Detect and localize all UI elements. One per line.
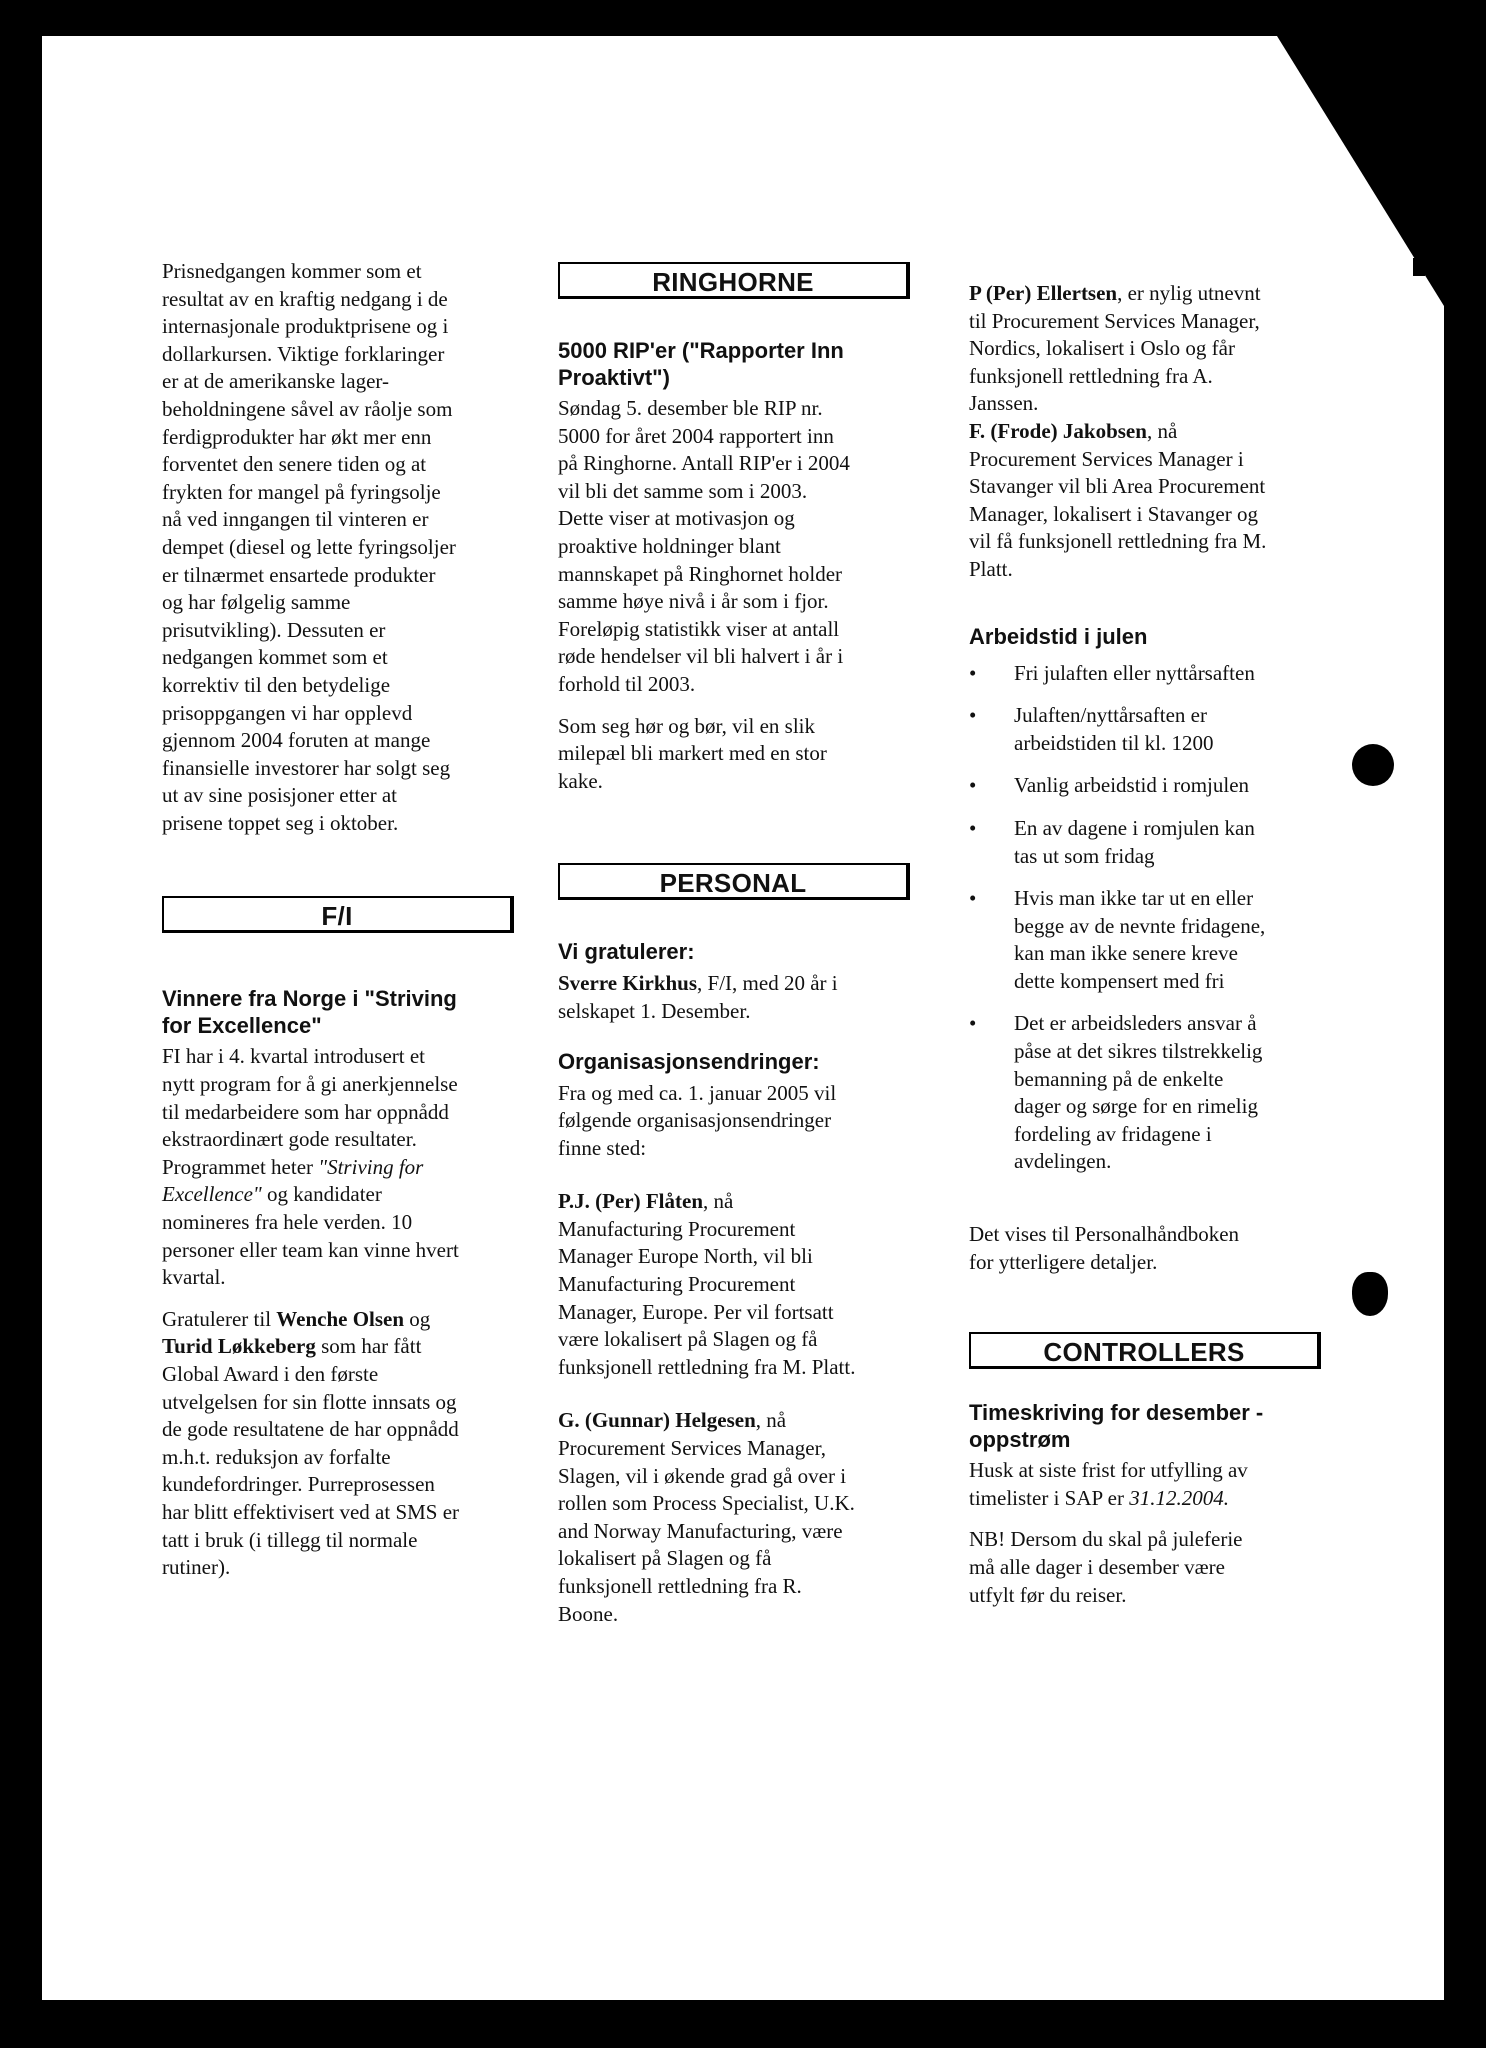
fi-paragraph-award: Gratulerer til Wenche Olsen og Turid Løkkeberg som har fått Global Award i den første utvelgelsen for sin flotte innsats og de gode resultatene de har oppnådd m.h.t. reduksjon av forfalte kundefordringer. Purreprosessen har blitt effektivisert ved at SMS er tatt i bruk (i tillegg til normale rutiner). (162, 1306, 460, 1580)
text-line: ferdigprodukter har økt mer enn (162, 424, 432, 449)
text-line: Procurement Services Manager, (558, 1436, 826, 1461)
text-line: Boone. (558, 1601, 619, 1626)
congrats-paragraph: Sverre Kirkhus, F/I, med 20 år i selskapet 1. Desember. (558, 971, 838, 1023)
text-line: til Procurement Services Manager, (969, 308, 1260, 333)
text-line: Som seg hør og bør, vil en slik (558, 713, 815, 738)
column-left (162, 258, 512, 1582)
text-line: rollen som Process Specialist, U.K. (558, 1491, 855, 1516)
oil-price-paragraph (162, 258, 512, 837)
text-line: Det vises til Personalhåndboken (969, 1222, 1240, 1247)
text-line: beholdningene såvel av råolje som (162, 396, 453, 421)
text-line: m.h.t. reduksjon av forfalte (162, 1444, 391, 1469)
text-line: samme høye nivå i år som i fjor. (558, 589, 829, 614)
text-line: Manager, Europe. Per vil fortsatt (558, 1299, 834, 1324)
winner-name: Turid Løkkeberg (162, 1334, 316, 1359)
handbook-reference (969, 1221, 1319, 1276)
section-header-controllers: CONTROLLERS (969, 1332, 1321, 1369)
text-line: Manager Europe North, vil bli (558, 1244, 813, 1269)
text-line: Nordics, lokalisert i Oslo og får (969, 336, 1235, 361)
list-item: • En av dagene i romjulen kan tas ut som fridag (969, 815, 1319, 870)
org-change-jakobsen: F. (Frode) Jakobsen, nå Procurement Services Manager i Stavanger vil bli Area Procurement Manager, lokalisert i Stavanger og vil få funksjonell rettledning fra M. Platt. (969, 418, 1267, 581)
text-line: forhold til 2003. (558, 671, 696, 696)
text-line: kake. (558, 768, 603, 793)
text-line: and Norway Manufacturing, være (558, 1518, 843, 1543)
org-change-ellertsen: P (Per) Ellertsen, er nylig utnevnt til Procurement Services Manager, Nordics, lokalisert i Oslo og får funksjonell rettledning fra A. Janssen. (969, 281, 1261, 416)
text-line: rutiner). (162, 1555, 231, 1580)
text-line: vil få funksjonell rettledning fra M. (969, 529, 1267, 554)
employee-name: F. (Frode) Jakobsen (969, 418, 1147, 443)
section-header-personal: PERSONAL (558, 863, 910, 900)
text-line: korrektiv til den betydelige (162, 672, 391, 697)
text-line: prisene toppet seg i oktober. (162, 810, 399, 835)
winner-name: Wenche Olsen (276, 1306, 405, 1331)
text-line: Foreløpig statistikk viser at antall (558, 616, 840, 641)
text-line: frykten for mangel på fyringsolje (162, 479, 441, 504)
text-line: Manager, lokalisert i Stavanger og (969, 501, 1258, 526)
text-line: Manufacturing Procurement (558, 1272, 796, 1297)
text-line: finansielle investorer har solgt seg (162, 755, 451, 780)
text-line: Søndag 5. desember ble RIP nr. (558, 396, 823, 420)
employee-name: Sverre Kirkhus (558, 971, 698, 996)
text-line: Janssen. (969, 391, 1039, 416)
text-line: lokalisert på Slagen og få (558, 1546, 772, 1571)
text-line: funksjonell rettledning fra A. (969, 363, 1213, 388)
holiday-hours-heading: Arbeidstid i julen (969, 623, 1148, 649)
column-middle (558, 262, 910, 1628)
program-name: "Striving for (318, 1154, 424, 1179)
rip-paragraph-milestone (558, 395, 910, 699)
text-line: Procurement Services Manager i (969, 446, 1244, 471)
text-line: mannskapet på Ringhornet holder (558, 561, 843, 586)
list-item: • Det er arbeidsleders ansvar å påse at det sikres tilstrekkelig bemanning på de enkelte dager og sørge for en rimelig fordeling av fridagene i avdelingen. (969, 1010, 1319, 1176)
text-line: nedgangen kommet som et (162, 645, 388, 670)
text-line: ut av sine posisjoner etter at (162, 783, 398, 808)
rip-article-heading: 5000 RIP'er ("Rapporter Inn Proaktivt") (558, 338, 844, 390)
text-line: nå ved inngangen til vinteren er (162, 507, 429, 532)
text-line: funksjonell rettledning fra R. (558, 1574, 802, 1598)
text-line: Fra og med ca. 1. januar 2005 vil (558, 1080, 837, 1105)
fi-paragraph-program: FI har i 4. kvartal introdusert et nytt program for å gi anerkjennelse til medarbeidere som har oppnådd ekstraordinært gode resultater. Programmet heter "Striving for Excellence" og kandidater nomineres fra hele verden. 10 personer eller team kan vinne hvert kvartal. (162, 1044, 459, 1290)
timesheet-heading: Timeskriving for desember - oppstrøm (969, 1400, 1264, 1453)
text-line: de gode resultatene de har oppnådd (162, 1417, 459, 1442)
timesheet-deadline: Husk at siste frist for utfylling av timelister i SAP er 31.12.2004. (969, 1458, 1248, 1510)
text-line: må alle dager i desember være (969, 1555, 1225, 1579)
text-line: røde hendelser vil bli halvert i år i (558, 644, 844, 669)
text-line: utfylt før du reiser. (969, 1582, 1127, 1607)
text-line: resultat av en kraftig nedgang i de (162, 286, 448, 311)
text-line: prisutvikling). Dessuten er (162, 617, 386, 642)
section-header-ringhorne: RINGHORNE (558, 262, 910, 299)
text-line: dollarkursen. Viktige forklaringer (162, 341, 445, 366)
text-line: 5000 for året 2004 rapportert inn (558, 423, 834, 448)
org-change-flaten: P.J. (Per) Flåten, nå Manufacturing Procurement Manager Europe North, vil bli Manufacturing Procurement Manager, Europe. Per vil fortsatt være lokalisert på Slagen og få funksjonell rettledning fra M. Platt. (558, 1189, 856, 1379)
text-line: finne sted: (558, 1135, 647, 1160)
text-line: Dette viser at motivasjon og (558, 506, 795, 531)
org-changes-intro (558, 1080, 910, 1163)
text-line: Platt. (969, 556, 1013, 581)
text-line: tatt i bruk (i tillegg til normale (162, 1527, 418, 1552)
text-line: Slagen, vil i økende grad gå over i (558, 1463, 847, 1488)
text-line: følgende organisasjonsendringer (558, 1108, 832, 1133)
deadline-date: 31.12.2004. (1129, 1485, 1229, 1510)
org-changes-heading: Organisasjonsendringer: (558, 1048, 820, 1074)
holiday-hours-list (969, 660, 1319, 1177)
text-line: på Ringhorne. Antall RIP'er i 2004 (558, 451, 850, 476)
text-line: forventet den senere tiden og at (162, 452, 427, 477)
employee-name: G. (Gunnar) Helgesen (558, 1408, 756, 1433)
text-line: internasjonale produktprisene og i (162, 314, 449, 339)
text-line: gjennom 2004 foruten at mange (162, 728, 431, 753)
text-line: Global Award i den første (162, 1362, 379, 1386)
column-right (969, 280, 1319, 1609)
text-line: Manufacturing Procurement (558, 1216, 796, 1241)
org-change-helgesen: G. (Gunnar) Helgesen, nå Procurement Services Manager, Slagen, vil i økende grad gå over i rollen som Process Specialist, U.K. and Norway Manufacturing, være lokalisert på Slagen og få funksjonell rettledning fra R. Boone. (558, 1408, 855, 1626)
text-line: NB! Dersom du skal på juleferie (969, 1527, 1243, 1552)
timesheet-note (969, 1526, 1319, 1609)
employee-name: P.J. (Per) Flåten (558, 1189, 704, 1214)
text-line: er at de amerikanske lager- (162, 369, 389, 394)
text-line: milepæl bli markert med en stor (558, 741, 827, 766)
text-line: er tilnærmet ensartede produkter (162, 562, 436, 587)
text-line: Prisnedgangen kommer som et (162, 259, 422, 283)
text-line: funksjonell rettledning fra M. Platt. (558, 1354, 856, 1379)
list-item: • Hvis man ikke tar ut en eller begge av de nevnte fridagene, kan man ikke senere kreve dette kompensert med fri (969, 885, 1319, 995)
text-line: vil bli det samme som i 2003. (558, 478, 808, 503)
text-line: og har følgelig samme (162, 590, 351, 615)
text-line: prisoppgangen vi har opplevd (162, 700, 413, 725)
list-item: • Fri julaften eller nyttårsaften (969, 660, 1319, 688)
text-line: proaktive holdninger blant (558, 533, 781, 558)
list-item: • Vanlig arbeidstid i romjulen (969, 772, 1319, 800)
fi-article-heading: Vinnere fra Norge i "Striving for Excellence" (162, 986, 457, 1039)
scan-edge-mark (1413, 258, 1425, 276)
text-line: har blitt effektivisert ved at SMS er (162, 1499, 460, 1524)
list-item: • Julaften/nyttårsaften er arbeidstiden til kl. 1200 (969, 702, 1319, 757)
punch-hole-lower (1352, 1272, 1388, 1316)
congrats-heading: Vi gratulerer: (558, 939, 695, 965)
section-header-fi: F/I (162, 896, 514, 933)
text-line: dempet (diesel og lette fyringsoljer (162, 534, 456, 559)
text-line: Stavanger vil bli Area Procurement (969, 474, 1266, 499)
text-line: for ytterligere detaljer. (969, 1249, 1158, 1274)
employee-name: P (Per) Ellertsen (969, 281, 1118, 305)
text-line: utvelgelsen for sin flotte innsats og (162, 1389, 457, 1414)
text-line: kundefordringer. Purreprosessen (162, 1472, 435, 1497)
text-line: være lokalisert på Slagen og få (558, 1327, 818, 1352)
rip-paragraph-celebration (558, 713, 910, 796)
punch-hole-upper (1352, 744, 1394, 786)
